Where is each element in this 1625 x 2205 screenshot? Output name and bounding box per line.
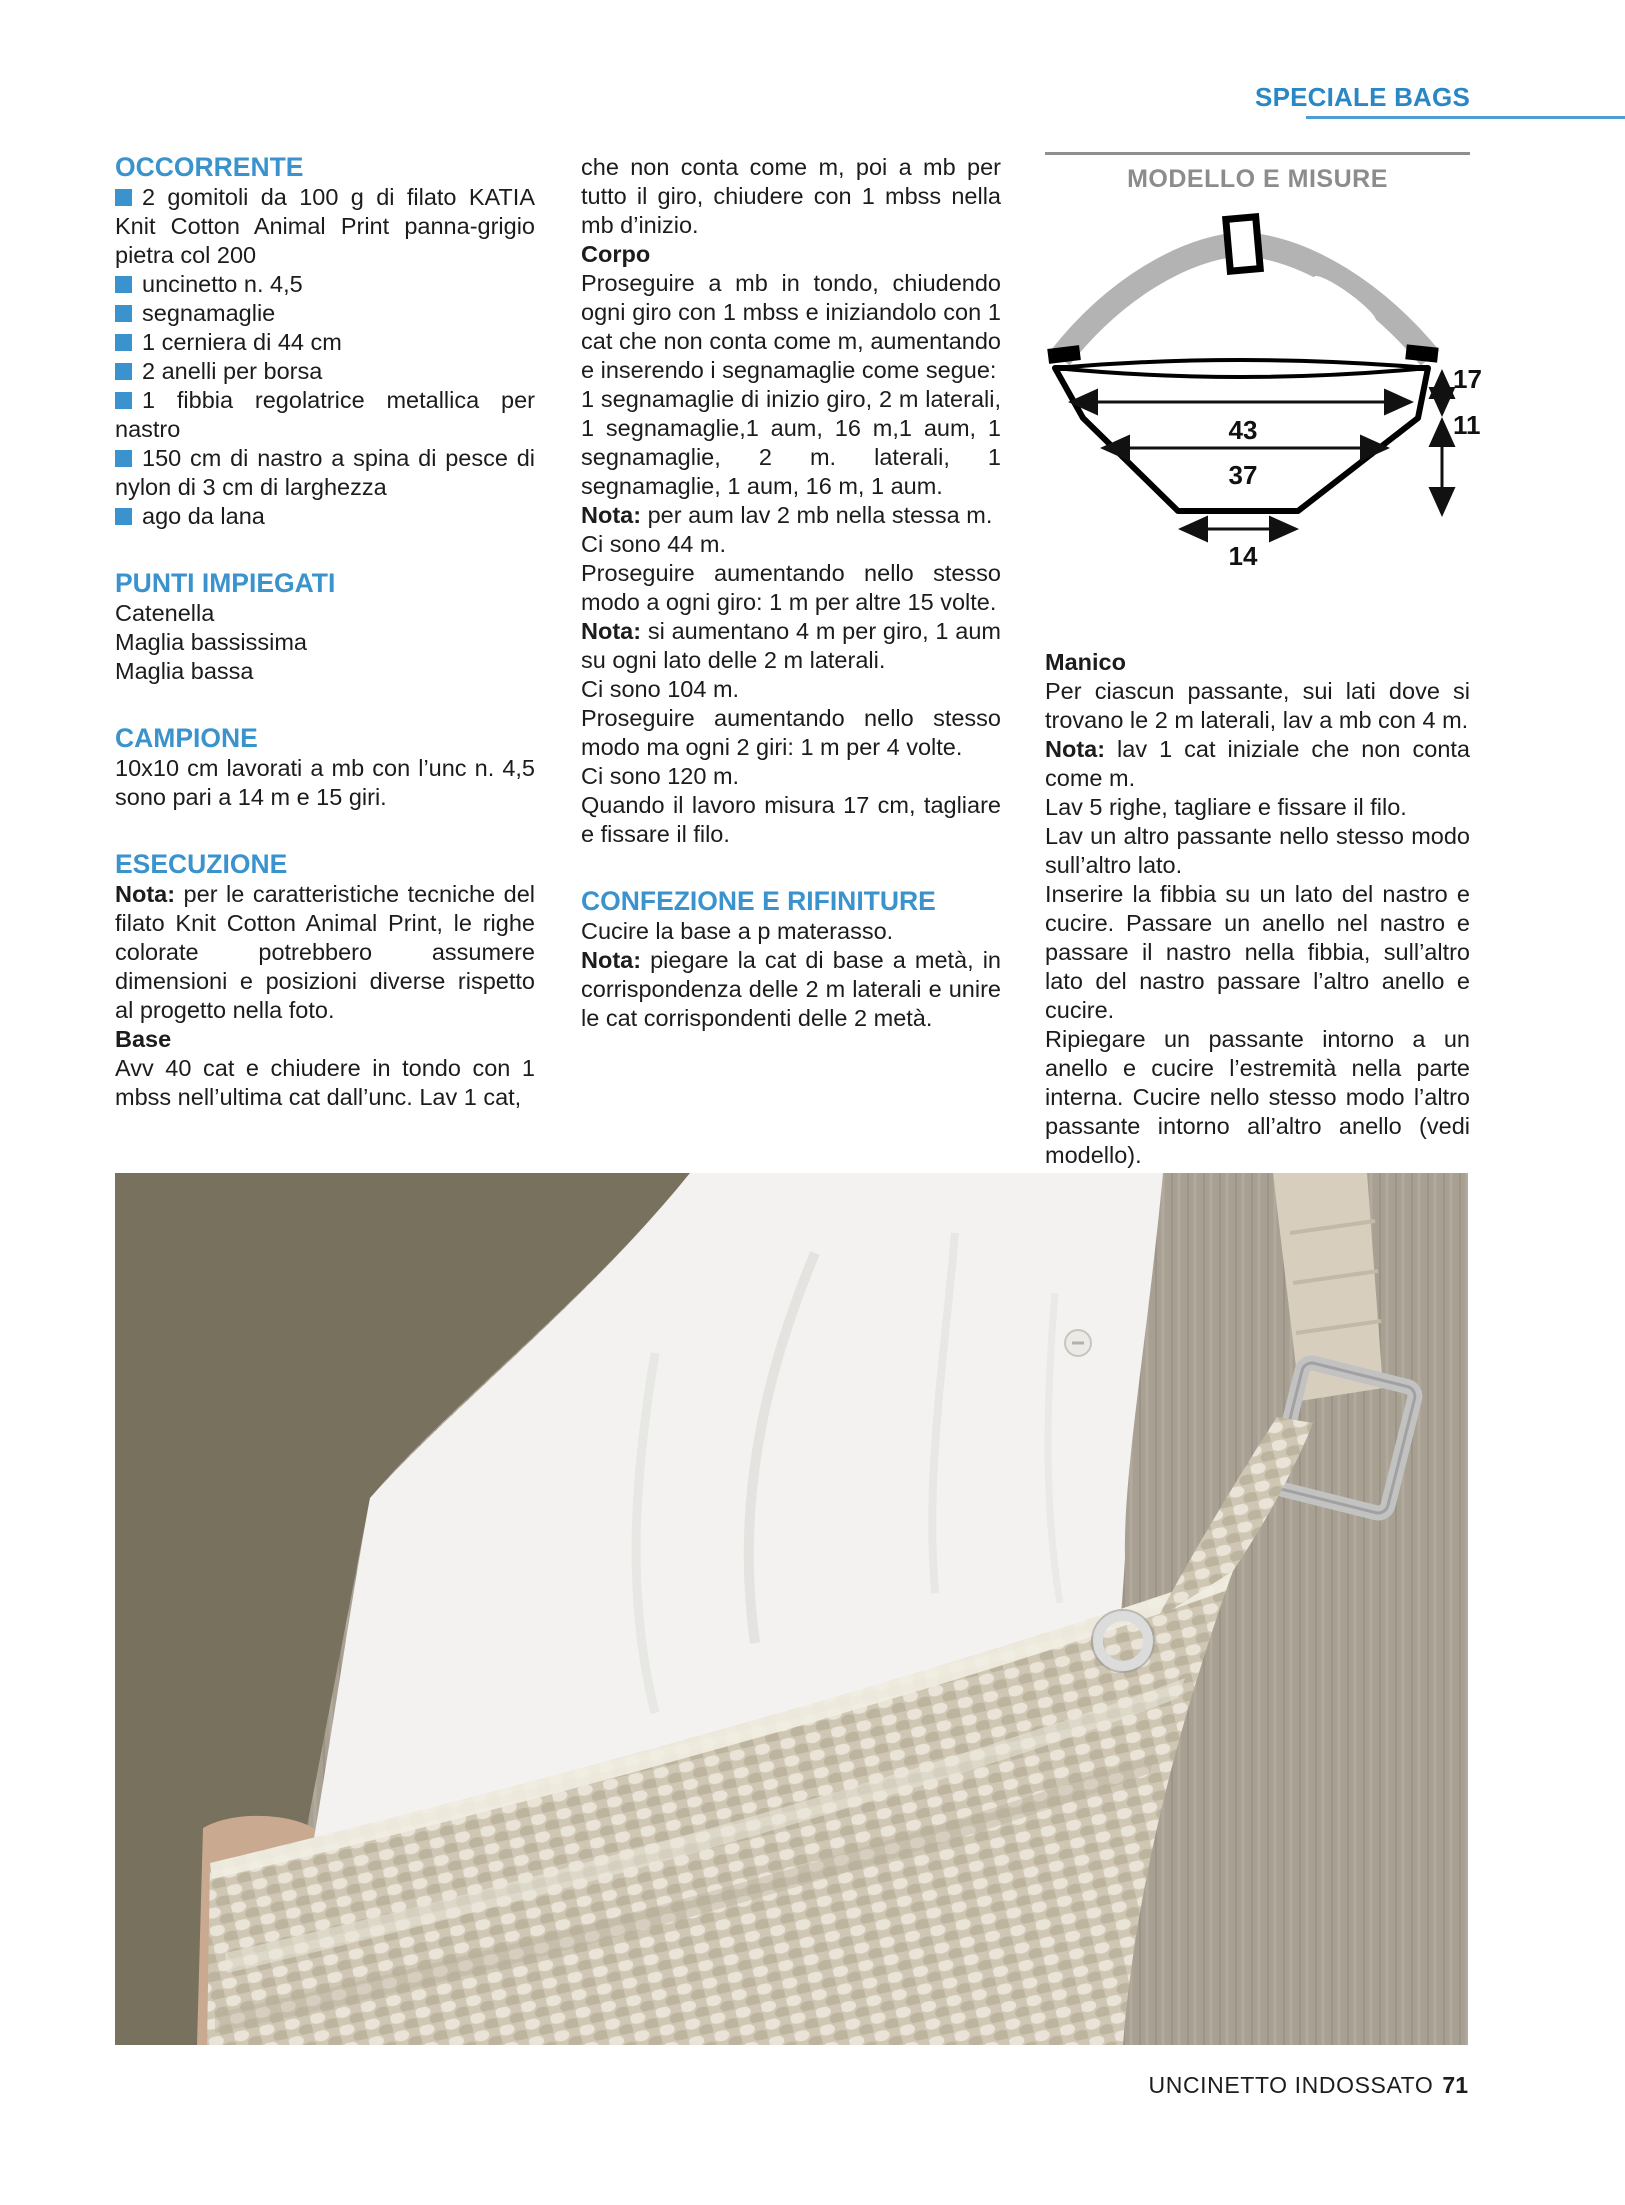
manico-note: Nota: lav 1 cat iniziale che non conta come m.	[1045, 736, 1470, 791]
nota-label: Nota:	[581, 947, 642, 973]
esecuzione-note: Nota: per le caratteristiche tecniche del filato Knit Cotton Animal Print, le righe colorate potrebbero assumere dimensioni e posizioni diverse rispetto al progetto nella foto.	[115, 881, 535, 1023]
bullet-square-icon	[115, 363, 132, 380]
manico-paragraph: Lav 5 righe, tagliare e fissare il filo.	[1045, 794, 1407, 820]
heading-esecuzione: ESECUZIONE	[115, 849, 288, 879]
materials-item: 150 cm di nastro a spina di pesce di nylon di 3 cm di larghezza	[115, 445, 535, 500]
confezione-note: Nota: piegare la cat di base a metà, in corrispondenza delle 2 m laterali e unire le cat corrispondenti delle 2 metà.	[581, 947, 1001, 1031]
heading-occorrente: OCCORRENTE	[115, 152, 304, 182]
corpo-note: Nota: per aum lav 2 mb nella stessa m.	[581, 502, 993, 528]
measure-bottom-width: 14	[1228, 541, 1258, 571]
bullet-square-icon	[115, 305, 132, 322]
corpo-note: Nota: si aumentano 4 m per giro, 1 aum su ogni lato delle 2 m laterali.	[581, 618, 1001, 673]
materials-item: segnamaglie	[115, 299, 535, 328]
nota-label: Nota:	[115, 881, 176, 907]
corpo-paragraph: Ci sono 44 m.	[581, 531, 726, 557]
materials-item: ago da lana	[115, 502, 535, 531]
materials-item: 1 cerniera di 44 cm	[115, 328, 535, 357]
corpo-paragraph: Quando il lavoro misura 17 cm, tagliare e fissare il filo.	[581, 792, 1001, 847]
base-continuation: che non conta come m, poi a mb per tutto il giro, chiudere con 1 mbss nella mb d’inizio.	[581, 154, 1001, 238]
corpo-paragraph: Proseguire aumentando nello stesso modo a ogni giro: 1 m per altre 15 volte.	[581, 560, 1001, 615]
heading-campione: CAMPIONE	[115, 723, 258, 753]
stitch-item: Maglia bassa	[115, 658, 254, 684]
manico-paragraph: Per ciascun passante, sui lati dove si trovano le 2 m laterali, lav a mb con 4 m.	[1045, 678, 1470, 733]
stitch-item: Maglia bassissima	[115, 629, 307, 655]
bullet-square-icon	[115, 276, 132, 293]
diagram-rule	[1045, 152, 1470, 155]
nota-label: Nota:	[581, 618, 642, 644]
gauge-text: 10x10 cm lavorati a mb con l’unc n. 4,5 sono pari a 14 m e 15 giri.	[115, 755, 535, 810]
manico-paragraph: Lav un altro passante nello stesso modo sull’altro lato.	[1045, 823, 1470, 878]
bullet-square-icon	[115, 334, 132, 351]
heading-punti: PUNTI IMPIEGATI	[115, 568, 336, 598]
measure-top-width: 43	[1228, 415, 1258, 445]
diagram-title: MODELLO E MISURE	[1127, 165, 1388, 193]
zipper-line	[1055, 360, 1428, 377]
corpo-paragraph: 1 segnamaglie di inizio giro, 2 m laterali, 1 segnamaglie,1 aum, 16 m,1 aum, 1 segnamaglie, 2 m. laterali, 1 segnamaglie, 1 aum, 16 m, 1 aum.	[581, 386, 1001, 499]
subheading-corpo: Corpo	[581, 241, 651, 267]
bullet-square-icon	[115, 392, 132, 409]
manico-paragraph: Inserire la fibbia su un lato del nastro e cucire. Passare un anello nel nastro e passare il nastro nella fibbia, sull’altro lato del nastro passare l’altro anello e cucire.	[1045, 881, 1470, 1023]
page-footer	[115, 2072, 1468, 2099]
nota-label: Nota:	[1045, 736, 1106, 762]
section-header: SPECIALE BAGS	[1255, 82, 1470, 112]
bag-schematic	[1045, 196, 1482, 596]
corpo-paragraph: Proseguire aumentando nello stesso modo ma ogni 2 giri: 1 m per 4 volte.	[581, 705, 1001, 760]
bullet-square-icon	[115, 450, 132, 467]
bag-diagram	[1045, 152, 1482, 596]
base-text: Avv 40 cat e chiudere in tondo con 1 mbss nell’ultima cat dall’unc. Lav 1 cat,	[115, 1055, 535, 1110]
column-1	[115, 152, 535, 1112]
bullet-square-icon	[115, 508, 132, 525]
nota-label: Nota:	[581, 502, 642, 528]
subheading-base: Base	[115, 1026, 172, 1052]
column-3	[1045, 648, 1470, 1170]
strap-anchor-left	[1047, 345, 1081, 364]
corpo-paragraph: Ci sono 120 m.	[581, 763, 740, 789]
materials-item: uncinetto n. 4,5	[115, 270, 535, 299]
column-2	[581, 153, 1001, 1033]
measure-mid-width: 37	[1228, 460, 1258, 490]
bag-photo	[115, 1173, 1468, 2045]
page-number: 71	[1442, 2072, 1468, 2098]
magazine-name: UNCINETTO INDOSSATO	[1148, 2072, 1434, 2098]
subheading-manico: Manico	[1045, 649, 1126, 675]
header-underline	[1306, 116, 1625, 119]
confezione-paragraph: Cucire la base a p materasso.	[581, 918, 894, 944]
stitch-item: Catenella	[115, 600, 215, 626]
corpo-paragraph: Proseguire a mb in tondo, chiudendo ogni giro con 1 mbss e iniziandolo con 1 cat che non conta come m, aumentando e inserendo i segnamaglie come segue:	[581, 270, 1001, 383]
heading-confezione: CONFEZIONE E RIFINITURE	[581, 886, 936, 916]
corpo-paragraph: Ci sono 104 m.	[581, 676, 740, 702]
measure-lower-height: 11	[1453, 410, 1481, 440]
materials-item: 1 fibbia regolatrice metallica per nastro	[115, 387, 535, 442]
measure-upper-height: 17	[1453, 364, 1482, 394]
materials-item: 2 gomitoli da 100 g di filato KATIA Knit Cotton Animal Print panna-grigio pietra col 200	[115, 184, 535, 268]
buckle-icon	[1226, 217, 1260, 271]
bullet-square-icon	[115, 189, 132, 206]
materials-item: 2 anelli per borsa	[115, 357, 535, 386]
manico-paragraph: Ripiegare un passante intorno a un anello e cucire l’estremità nella parte interna. Cucire nello stesso modo l’altro passante intorno all’altro anello (vedi modello).	[1045, 1026, 1470, 1168]
photo-illustration	[115, 1173, 1468, 2045]
